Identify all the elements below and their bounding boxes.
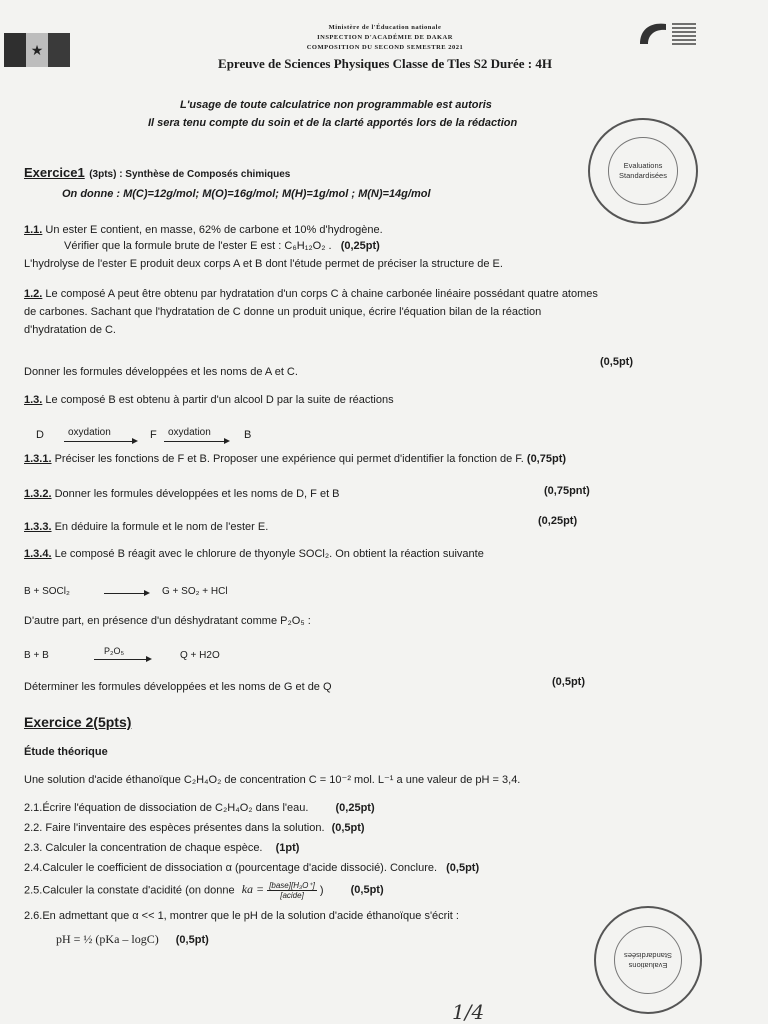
official-stamp-bottom xyxy=(594,906,702,1014)
q2-2-points: (0,5pt) xyxy=(331,822,365,834)
q2-5-points: (0,5pt) xyxy=(350,884,384,897)
q1-3-4-number: 1.3.4. xyxy=(24,548,52,560)
q1-3-3-number: 1.3.3. xyxy=(24,521,52,533)
scheme-oxydation-2: oxydation xyxy=(168,427,211,438)
q2-5-denominator: [acide] xyxy=(280,891,304,900)
q2-6-formula: pH = ½ (pKa – logC) xyxy=(56,932,159,946)
reaction-2-arrow xyxy=(94,659,150,660)
q2-2 xyxy=(24,822,365,834)
q1-2-line4: Donner les formules développées et les noms de A et C. xyxy=(24,366,298,378)
q1-1-text: Un ester E contient, en masse, 62% de carbone et 10% d'hydrogène. xyxy=(45,224,383,236)
official-stamp xyxy=(588,118,698,224)
q2-3-points: (1pt) xyxy=(275,842,300,854)
q1-1 xyxy=(24,224,383,236)
q1-3-4 xyxy=(24,548,484,560)
scheme-arrow-1 xyxy=(64,441,136,442)
q2-5-fraction xyxy=(267,881,317,900)
reaction-1-arrow xyxy=(104,593,148,594)
exercise-1-subtitle: (3pts) : Synthèse de Composés chimiques xyxy=(89,169,291,180)
exercise-1-heading xyxy=(24,164,290,182)
q1-1-b-text: Vérifier que la formule brute de l'ester E est : C₆H₁₂O₂ . xyxy=(64,240,332,252)
inspection-name: INSPECTION D'ACADÉMIE DE DAKAR xyxy=(317,34,453,41)
exercise-2-intro: Une solution d'acide éthanoïque C₂H₄O₂ de concentration C = 10⁻² mol. L⁻¹ a une valeur de pH = 3,4. xyxy=(24,774,521,786)
stamp-bottom-center-text: Evaluations Standardisées xyxy=(624,951,672,971)
flag-icon: ★ xyxy=(4,33,70,67)
q1-3-number: 1.3. xyxy=(24,394,43,406)
q1-3-1-points: (0,75pt) xyxy=(526,453,567,465)
reaction-2-catalyst: P₂O₅ xyxy=(104,646,125,656)
q2-6-points: (0,5pt) xyxy=(175,934,209,946)
q1-3-4-points: (0,5pt) xyxy=(552,676,585,688)
q1-1-b-points: (0,25pt) xyxy=(340,240,380,252)
q1-3-2-points: (0,75pnt) xyxy=(544,485,590,497)
reaction-1-left: B + SOCl₂ xyxy=(24,586,70,597)
q1-2-text-1: Le composé A peut être obtenu par hydratation d'un corps C à chaine carbonée linéaire possédant quatre atomes xyxy=(45,288,598,300)
q2-4-points: (0,5pt) xyxy=(446,862,480,874)
q2-5 xyxy=(24,881,384,900)
q1-3-3-points: (0,25pt) xyxy=(538,515,578,527)
q1-3-3-text: En déduire la formule et le nom de l'ester E. xyxy=(54,521,269,533)
stamp-center-text: Evaluations Standardisées xyxy=(619,160,667,180)
q1-1-number: 1.1. xyxy=(24,224,43,236)
reaction-2-right: Q + H2O xyxy=(180,650,220,661)
scheme-d: D xyxy=(36,429,44,441)
q1-1-b xyxy=(64,240,380,252)
q1-2-line2: de carbones. Sachant que l'hydratation de C donne un produit unique, écrire l'équation bilan de la réaction xyxy=(24,306,542,318)
q2-5-ka: ka = xyxy=(241,882,265,897)
q2-1-text: 2.1.Écrire l'équation de dissociation de C₂H₄O₂ dans l'eau. xyxy=(24,802,309,814)
q2-5-close: ) xyxy=(319,884,324,897)
q1-3-2-text: Donner les formules développées et les noms de D, F et B xyxy=(54,488,340,500)
q1-3-1-number: 1.3.1. xyxy=(24,453,52,465)
header-note-2: Il sera tenu compte du soin et de la clarté apportés lors de la rédaction xyxy=(148,117,518,129)
q2-2-text: 2.2. Faire l'inventaire des espèces présentes dans la solution. xyxy=(24,822,325,834)
reaction-2-left: B + B xyxy=(24,650,49,661)
q2-1-points: (0,25pt) xyxy=(335,802,375,814)
reaction-1-right: G + SO₂ + HCl xyxy=(162,586,228,597)
q1-3-text: Le composé B est obtenu à partir d'un alcool D par la suite de réactions xyxy=(45,394,394,406)
q2-5-text: 2.5.Calculer la constate d'acidité (on donne xyxy=(24,884,235,897)
q1-3-1-text: Préciser les fonctions de F et B. Proposer une expérience qui permet d'identifier la fonction de F. xyxy=(54,453,524,465)
q2-1 xyxy=(24,802,375,814)
exercise-2-subtitle: Étude théorique xyxy=(24,746,108,758)
q1-2-line1 xyxy=(24,288,598,300)
page-title: Epreuve de Sciences Physiques Classe de Tles S2 Durée : 4H xyxy=(218,56,552,71)
scheme-b: B xyxy=(244,429,252,441)
q2-5-numerator: [base][H₃O⁺] xyxy=(269,881,315,890)
ministry-name: Ministère de l'Éducation nationale xyxy=(328,24,442,31)
exercise-2-title: Exercice 2(5pts) xyxy=(24,714,132,730)
q2-6: 2.6.En admettant que α << 1, montrer que le pH de la solution d'acide éthanoïque s'écrit : xyxy=(24,910,459,922)
header-note-1: L'usage de toute calculatrice non programmable est autoris xyxy=(180,99,492,111)
q1-3-2 xyxy=(24,488,340,500)
scheme-oxydation-1: oxydation xyxy=(68,427,111,438)
q2-3 xyxy=(24,842,299,854)
q1-3-4-end: Déterminer les formules développées et les noms de G et de Q xyxy=(24,681,332,693)
scheme-f: F xyxy=(150,429,157,441)
q1-3-4-text: Le composé B réagit avec le chlorure de thyonyle SOCl₂. On obtient la réaction suivante xyxy=(54,548,484,560)
q2-3-text: 2.3. Calculer la concentration de chaque espèce. xyxy=(24,842,263,854)
q2-4-text: 2.4.Calculer le coefficient de dissociation α (pourcentage d'acide dissocié). Conclure. xyxy=(24,862,438,874)
page-number: 1/4 xyxy=(452,1000,485,1024)
exercise-1-title: Exercice1 xyxy=(24,165,85,180)
q1-2-number: 1.2. xyxy=(24,288,43,300)
q1-3-3 xyxy=(24,521,268,533)
q1-3-1 xyxy=(24,453,566,465)
q2-4 xyxy=(24,862,479,874)
ministry-logo xyxy=(636,18,698,48)
scheme-arrow-2 xyxy=(164,441,228,442)
q1-3 xyxy=(24,394,394,406)
composition-name: COMPOSITION DU SECOND SEMESTRE 2021 xyxy=(306,44,464,51)
q1-3-2-number: 1.3.2. xyxy=(24,488,52,500)
given-data: On donne : M(C)=12g/mol; M(O)=16g/mol; M(H)=1g/mol ; M(N)=14g/mol xyxy=(62,188,431,200)
q1-1-c: L'hydrolyse de l'ester E produit deux corps A et B dont l'étude permet de préciser la structure de E. xyxy=(24,258,503,270)
reaction-2-intro: D'autre part, en présence d'un déshydratant comme P₂O₅ : xyxy=(24,615,311,627)
q1-2-line3: d'hydratation de C. xyxy=(24,324,116,336)
q2-6-line2 xyxy=(56,932,209,947)
q1-2-points: (0,5pt) xyxy=(600,356,633,368)
